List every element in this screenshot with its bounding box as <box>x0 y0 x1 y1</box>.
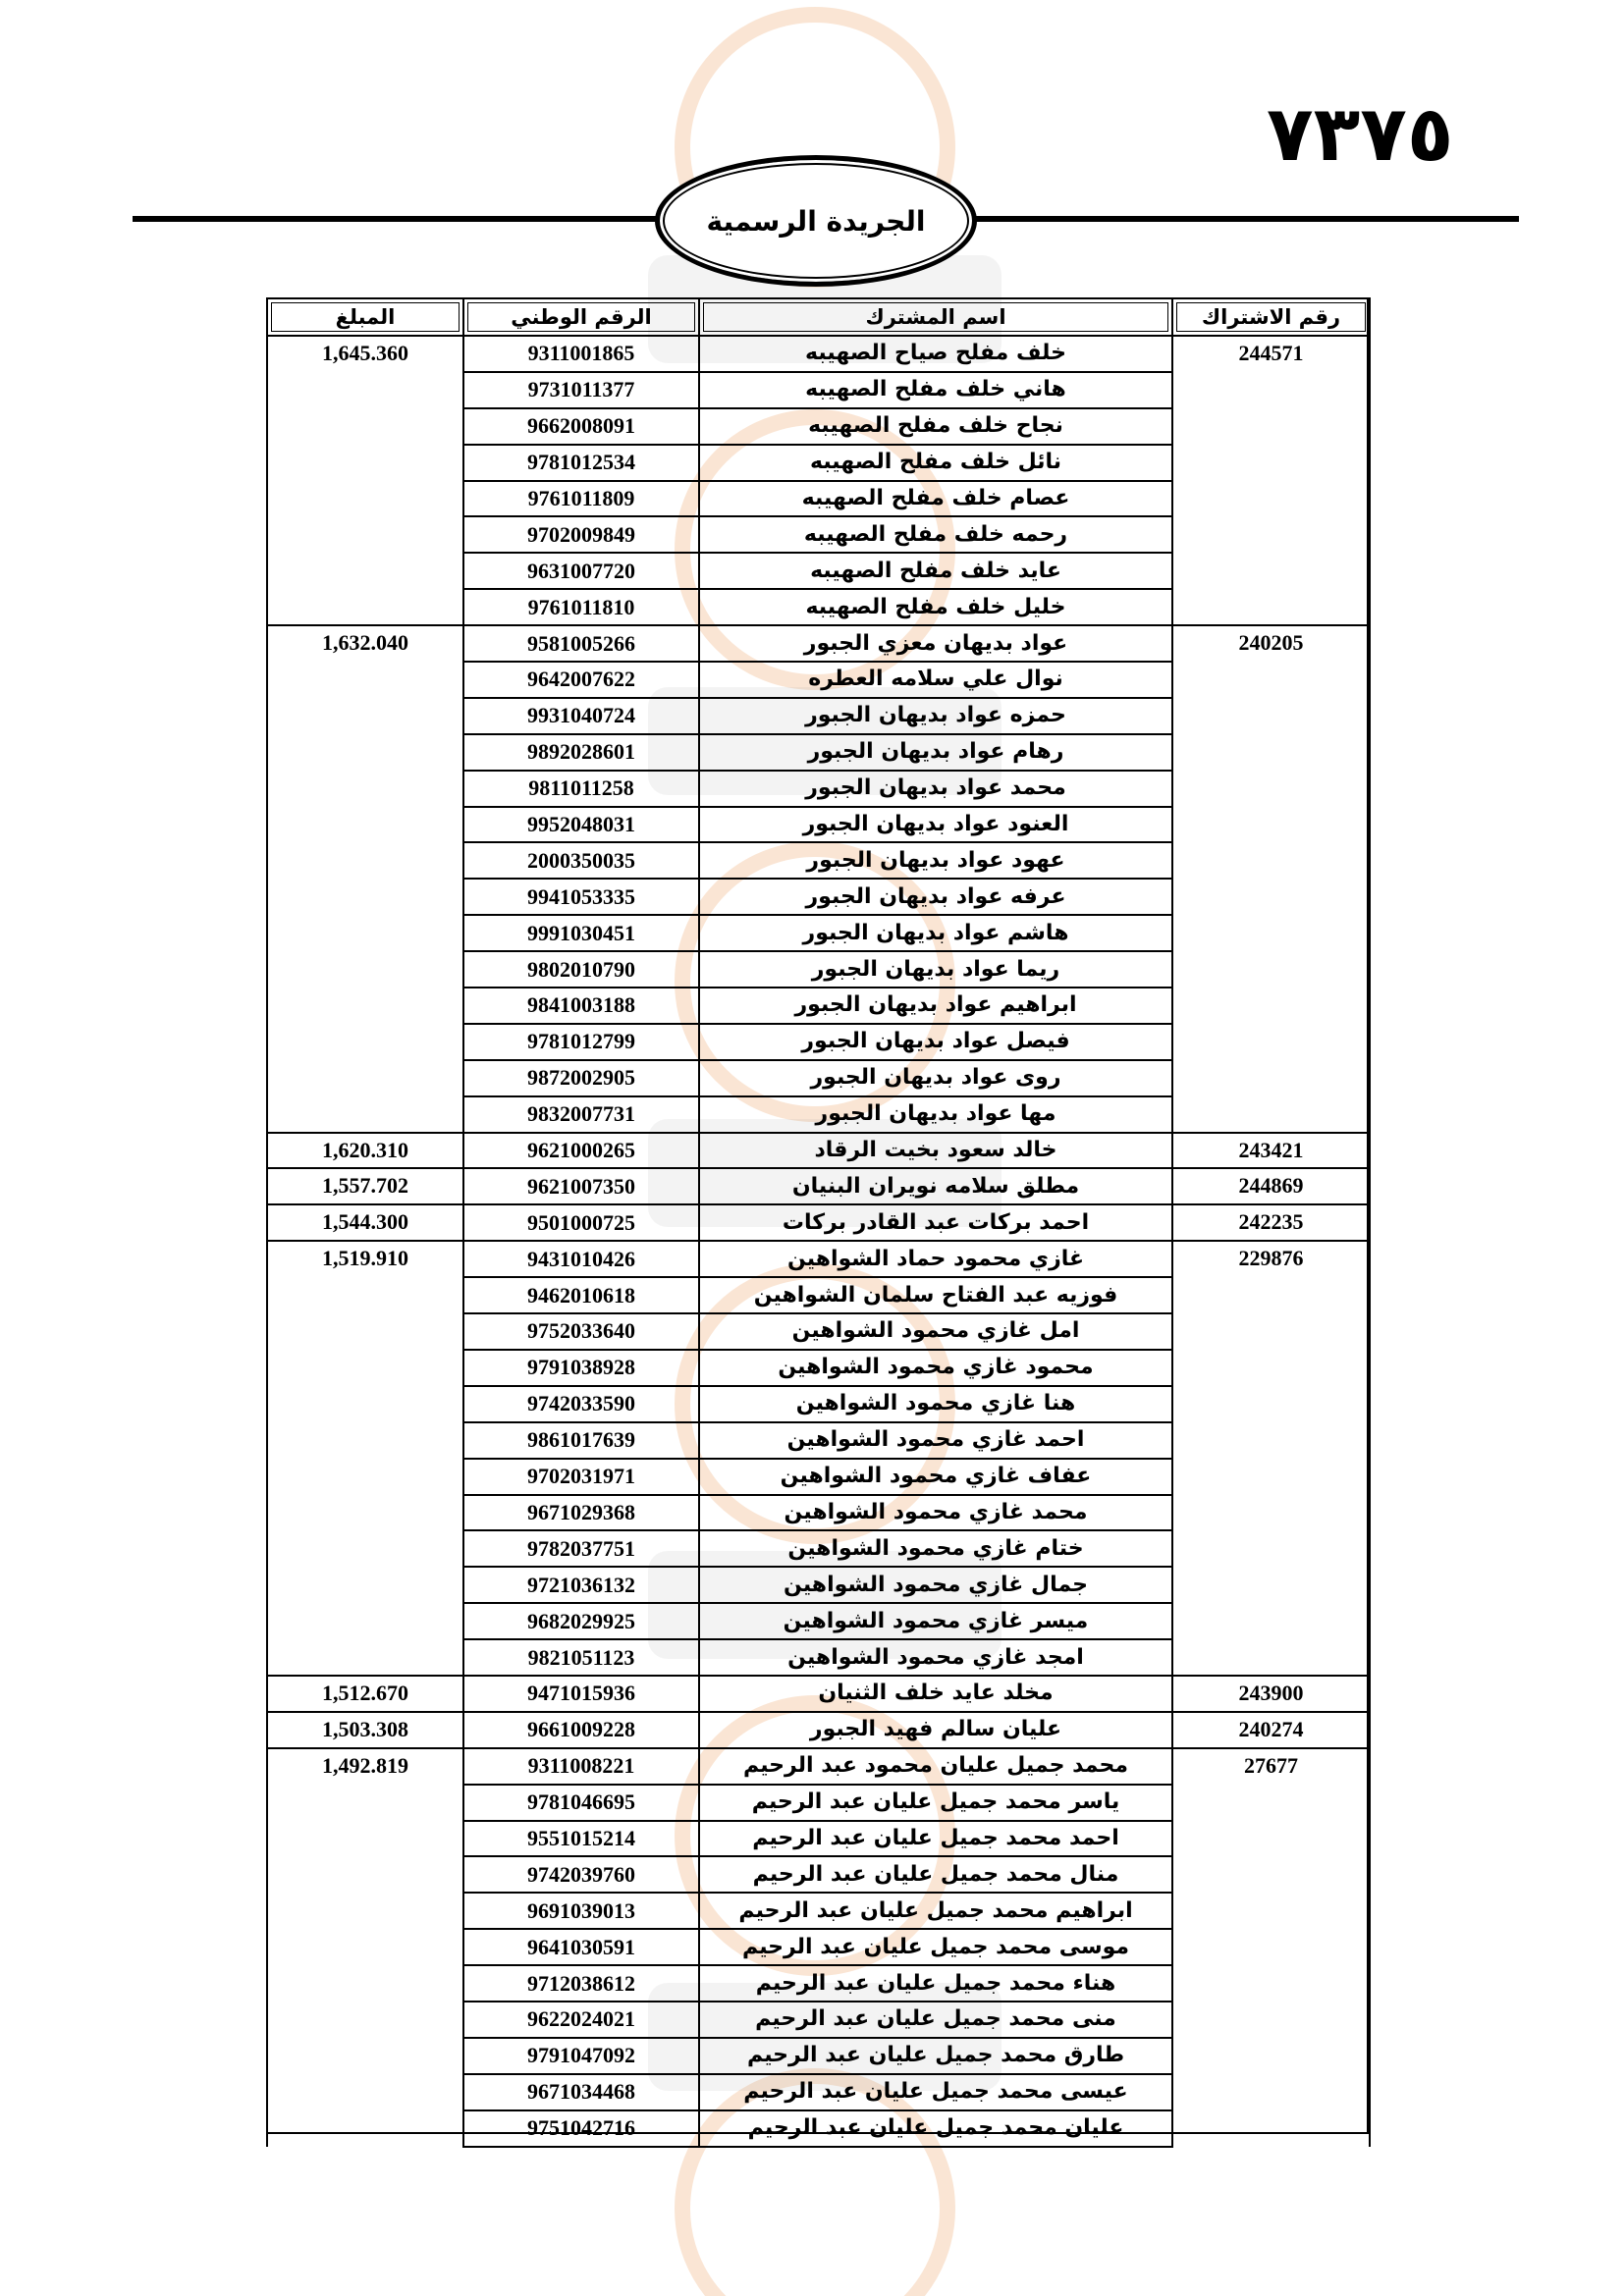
header-subscriber: اسم المشترك <box>699 298 1172 336</box>
amount: 1,512.670 <box>267 1676 463 1712</box>
national-id: 9782037751 <box>463 1530 699 1567</box>
national-id: 9742033590 <box>463 1386 699 1422</box>
national-id: 9751042716 <box>463 2110 699 2147</box>
national-id: 9631007720 <box>463 553 699 589</box>
subscriber-name: طارق محمد جميل عليان عبد الرحيم <box>699 2038 1172 2074</box>
table-header-row <box>267 298 1370 336</box>
subscriber-name: مخلد عايد خلف الثنيان <box>699 1676 1172 1712</box>
header-amount: المبلغ <box>267 298 463 336</box>
subscriber-name: ابراهيم محمد جميل عليان عبد الرحيم <box>699 1893 1172 1929</box>
subscription-number: 229876 <box>1172 1241 1370 1676</box>
national-id: 9661009228 <box>463 1712 699 1748</box>
subscriber-name: ميسر غازي محمود الشواهين <box>699 1603 1172 1639</box>
national-id: 9641030591 <box>463 1929 699 1965</box>
subscriber-name: عليان سالم فهيد الجبور <box>699 1712 1172 1748</box>
subscriber-name: ابراهيم عواد بديهان الجبور <box>699 988 1172 1024</box>
national-id: 9761011809 <box>463 481 699 517</box>
national-id: 9501000725 <box>463 1204 699 1241</box>
national-id: 9721036132 <box>463 1567 699 1603</box>
subscription-number: 240274 <box>1172 1712 1370 1748</box>
subscribers-table <box>266 297 1371 2148</box>
subscriber-name: عايد خلف مفلح الصهيبه <box>699 553 1172 589</box>
table-row <box>267 1241 1370 1277</box>
page-number: ٧٣٧٥ <box>1267 90 1454 179</box>
subscriber-name: نوال علي سلامه العطره <box>699 662 1172 698</box>
subscriber-name: محمد جميل عليان محمود عبد الرحيم <box>699 1748 1172 1785</box>
subscriber-name: هناء محمد جميل عليان عبد الرحيم <box>699 1965 1172 2002</box>
national-id: 9742039760 <box>463 1856 699 1893</box>
national-id: 9861017639 <box>463 1422 699 1459</box>
national-id: 9752033640 <box>463 1313 699 1350</box>
subscriber-name: ختام غازي محمود الشواهين <box>699 1530 1172 1567</box>
table-row <box>267 1676 1370 1712</box>
national-id: 9941053335 <box>463 879 699 915</box>
table-row <box>267 1168 1370 1204</box>
subscriber-name: نجاح خلف مفلح الصهيبه <box>699 408 1172 445</box>
subscription-number: 242235 <box>1172 1204 1370 1241</box>
gazette-title: الجريدة الرسمية <box>706 204 926 238</box>
subscriber-name: جمال غازي محمود الشواهين <box>699 1567 1172 1603</box>
subscriber-name: امجد غازي محمود الشواهين <box>699 1639 1172 1676</box>
national-id: 9811011258 <box>463 771 699 807</box>
national-id: 9761011810 <box>463 589 699 625</box>
header-subscription: رقم الاشتراك <box>1172 298 1370 336</box>
national-id: 9431010426 <box>463 1241 699 1277</box>
subscriber-name: عصام خلف مفلح الصهيبه <box>699 481 1172 517</box>
table-body <box>267 336 1370 2147</box>
national-id: 9702031971 <box>463 1459 699 1495</box>
subscriber-name: هاني خلف مفلح الصهيبه <box>699 372 1172 408</box>
amount: 1,519.910 <box>267 1241 463 1676</box>
subscriber-name: موسى محمد جميل عليان عبد الرحيم <box>699 1929 1172 1965</box>
table-row <box>267 1748 1370 1785</box>
subscriber-name: عرفه عواد بديهان الجبور <box>699 879 1172 915</box>
national-id: 9731011377 <box>463 372 699 408</box>
subscriber-name: غازي محمود حماد الشواهين <box>699 1241 1172 1277</box>
subscriber-name: عهود عواد بديهان الجبور <box>699 842 1172 879</box>
subscriber-name: فيصل عواد بديهان الجبور <box>699 1024 1172 1060</box>
amount: 1,544.300 <box>267 1204 463 1241</box>
subscriber-name: امل غازي محمود الشواهين <box>699 1313 1172 1350</box>
subscriber-name: عليان محمد جميل عليان عبد الرحيم <box>699 2110 1172 2147</box>
national-id: 9781012799 <box>463 1024 699 1060</box>
subscription-number: 240205 <box>1172 625 1370 1132</box>
table-row <box>267 1712 1370 1748</box>
national-id: 9622024021 <box>463 2002 699 2038</box>
subscriber-name: رحمه خلف مفلح الصهيبه <box>699 516 1172 553</box>
national-id: 9821051123 <box>463 1639 699 1676</box>
national-id: 9311008221 <box>463 1748 699 1785</box>
national-id: 9691039013 <box>463 1893 699 1929</box>
subscriber-name: عواد بديهان معزي الجبور <box>699 625 1172 662</box>
national-id: 9642007622 <box>463 662 699 698</box>
subscription-number: 244869 <box>1172 1168 1370 1204</box>
subscriber-name: خليل خلف مفلح الصهيبه <box>699 589 1172 625</box>
national-id: 9791047092 <box>463 2038 699 2074</box>
subscriber-name: العنود عواد بديهان الجبور <box>699 807 1172 843</box>
amount: 1,620.310 <box>267 1133 463 1169</box>
national-id: 9832007731 <box>463 1096 699 1133</box>
national-id: 9462010618 <box>463 1277 699 1313</box>
national-id: 9682029925 <box>463 1603 699 1639</box>
national-id: 9781012534 <box>463 445 699 481</box>
amount: 1,645.360 <box>267 336 463 625</box>
national-id: 9781046695 <box>463 1785 699 1821</box>
national-id: 9931040724 <box>463 698 699 734</box>
national-id: 9872002905 <box>463 1060 699 1096</box>
national-id: 9471015936 <box>463 1676 699 1712</box>
national-id: 9662008091 <box>463 408 699 445</box>
subscriber-name: محمد عواد بديهان الجبور <box>699 771 1172 807</box>
national-id: 9621007350 <box>463 1168 699 1204</box>
national-id: 9841003188 <box>463 988 699 1024</box>
subscription-number: 27677 <box>1172 1748 1370 2147</box>
subscriber-name: فوزيه عبد الفتاح سلمان الشواهين <box>699 1277 1172 1313</box>
subscriber-name: احمد غازي محمود الشواهين <box>699 1422 1172 1459</box>
national-id: 2000350035 <box>463 842 699 879</box>
national-id: 9991030451 <box>463 915 699 951</box>
national-id: 9671029368 <box>463 1495 699 1531</box>
national-id: 9892028601 <box>463 734 699 771</box>
amount: 1,632.040 <box>267 625 463 1132</box>
national-id: 9952048031 <box>463 807 699 843</box>
header-oval <box>655 155 977 287</box>
header-national-id: الرقم الوطني <box>463 298 699 336</box>
subscriber-name: ريما عواد بديهان الجبور <box>699 951 1172 988</box>
subscriber-name: منى محمد جميل عليان عبد الرحيم <box>699 2002 1172 2038</box>
subscriber-name: عفاف غازي محمود الشواهين <box>699 1459 1172 1495</box>
subscription-number: 244571 <box>1172 336 1370 625</box>
subscriber-name: خلف مفلح صياح الصهيبه <box>699 336 1172 372</box>
subscriber-name: مطلق سلامه نويران البنيان <box>699 1168 1172 1204</box>
subscriber-name: عيسى محمد جميل عليان عبد الرحيم <box>699 2074 1172 2110</box>
table-row <box>267 625 1370 662</box>
subscription-number: 243900 <box>1172 1676 1370 1712</box>
subscriber-name: هنا غازي محمود الشواهين <box>699 1386 1172 1422</box>
subscriber-name: ياسر محمد جميل عليان عبد الرحيم <box>699 1785 1172 1821</box>
national-id: 9671034468 <box>463 2074 699 2110</box>
subscriber-name: هاشم عواد بديهان الجبور <box>699 915 1172 951</box>
subscriber-name: رهام عواد بديهان الجبور <box>699 734 1172 771</box>
national-id: 9581005266 <box>463 625 699 662</box>
subscription-number: 243421 <box>1172 1133 1370 1169</box>
national-id: 9791038928 <box>463 1350 699 1386</box>
subscriber-name: منال محمد جميل عليان عبد الرحيم <box>699 1856 1172 1893</box>
national-id: 9621000265 <box>463 1133 699 1169</box>
national-id: 9802010790 <box>463 951 699 988</box>
table-row <box>267 1133 1370 1169</box>
national-id: 9712038612 <box>463 1965 699 2002</box>
national-id: 9551015214 <box>463 1821 699 1857</box>
subscriber-name: محمد غازي محمود الشواهين <box>699 1495 1172 1531</box>
national-id: 9702009849 <box>463 516 699 553</box>
national-id: 9311001865 <box>463 336 699 372</box>
subscriber-name: خالد سعود بخيت الرقاد <box>699 1133 1172 1169</box>
subscriber-name: احمد محمد جميل عليان عبد الرحيم <box>699 1821 1172 1857</box>
subscriber-name: مها عواد بديهان الجبور <box>699 1096 1172 1133</box>
table-row <box>267 1204 1370 1241</box>
amount: 1,492.819 <box>267 1748 463 2147</box>
amount: 1,557.702 <box>267 1168 463 1204</box>
subscriber-name: روى عواد بديهان الجبور <box>699 1060 1172 1096</box>
subscriber-name: محمود غازي محمود الشواهين <box>699 1350 1172 1386</box>
subscriber-name: نائل خلف مفلح الصهيبه <box>699 445 1172 481</box>
subscriber-name: حمزه عواد بديهان الجبور <box>699 698 1172 734</box>
table-row <box>267 336 1370 372</box>
subscriber-name: احمد بركات عبد القادر بركات <box>699 1204 1172 1241</box>
amount: 1,503.308 <box>267 1712 463 1748</box>
